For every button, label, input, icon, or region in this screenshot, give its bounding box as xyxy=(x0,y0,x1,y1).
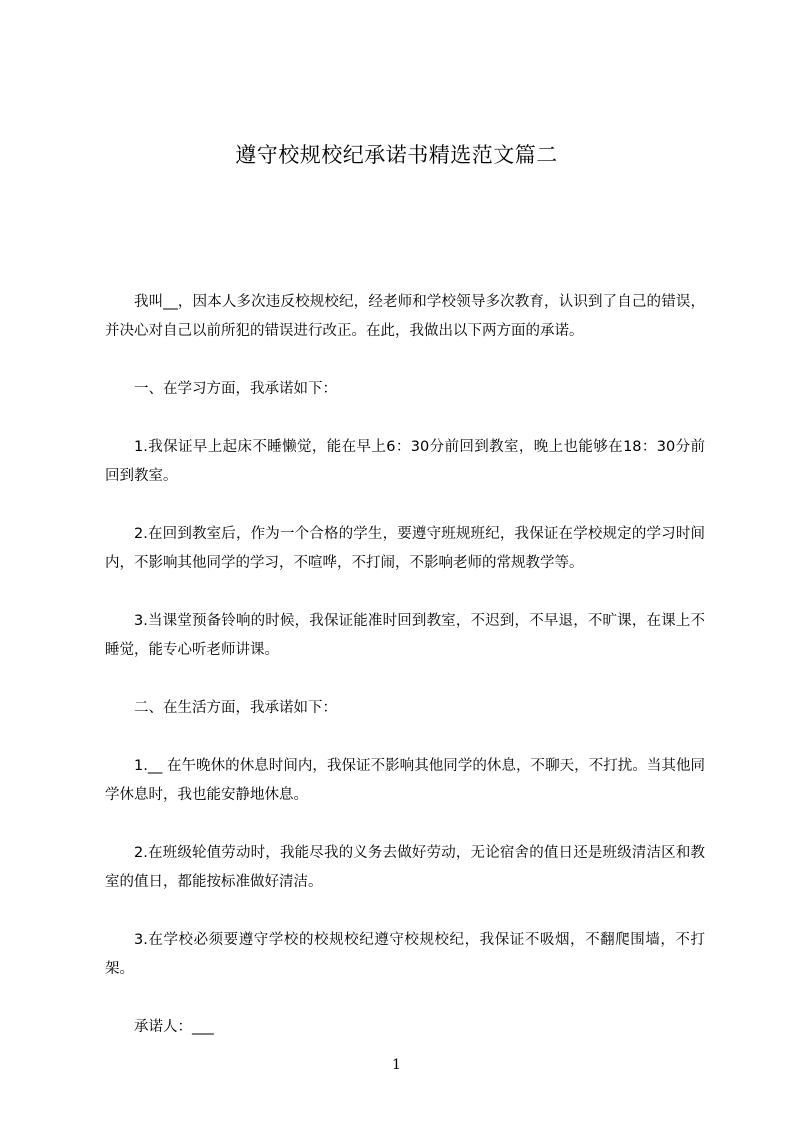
intro-paragraph: 我叫__，因本人多次违反校规校纪，经老师和学校领导多次教育，认识到了自己的错误，并决心对自己以前所犯的错误进行改正。在此，我做出以下两方面的承诺。 xyxy=(105,294,705,339)
life-item-3: 3.在学校必须要遵守学校的校规校纪遵守校规校纪，我保证不吸烟，不翻爬围墙，不打架。 xyxy=(105,932,705,977)
document-title: 遵守校规校纪承诺书精选范文篇二 xyxy=(235,143,558,167)
document-body xyxy=(105,288,705,1042)
page-number: 1 xyxy=(392,1057,401,1073)
life-item-2: 2.在班级轮值劳动时，我能尽我的义务去做好劳动，无论宿舍的值日还是班级清洁区和教室的值日，都能按标准做好清洁。 xyxy=(105,845,705,890)
signature-line: 承诺人：___ xyxy=(134,1019,214,1035)
study-item-3: 3.当课堂预备铃响的时候，我保证能准时回到教室，不迟到，不早退，不旷课，在课上不睡觉，能专心听老师讲课。 xyxy=(105,613,705,658)
section-heading-life: 二、在生活方面，我承诺如下： xyxy=(134,700,337,716)
life-item-1: 1.__ 在午晚休的休息时间内，我保证不影响其他同学的休息，不聊天，不打扰。当其他同学休息时，我也能安静地休息。 xyxy=(105,758,705,803)
study-item-2: 2.在回到教室后，作为一个合格的学生，要遵守班规班纪，我保证在学校规定的学习时间内，不影响其他同学的学习，不喧哗，不打闹，不影响老师的常规教学等。 xyxy=(105,526,705,571)
study-item-1: 1.我保证早上起床不睡懒觉，能在早上6：30分前回到教室，晚上也能够在18：30分前回到教室。 xyxy=(105,439,705,484)
section-heading-study: 一、在学习方面，我承诺如下： xyxy=(134,381,337,397)
